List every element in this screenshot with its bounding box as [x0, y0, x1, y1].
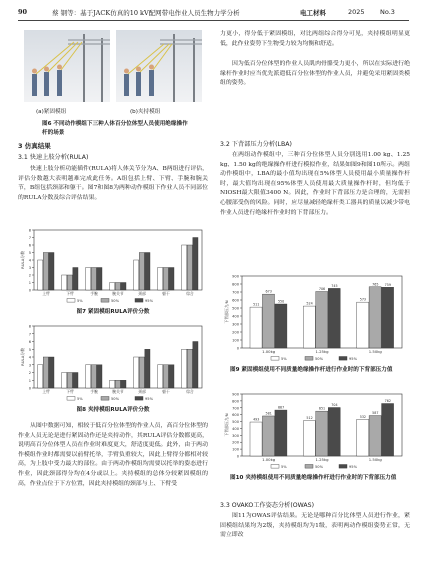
x-tick-label: 躯干: [162, 291, 170, 296]
legend-swatch: [305, 465, 313, 469]
bar: [316, 292, 328, 348]
x-tick-label: 上臂: [42, 291, 50, 296]
y-tick-label: 6: [28, 243, 31, 248]
x-tick-label: 1.25kg: [315, 349, 329, 354]
bar-value-label: 704: [331, 403, 338, 408]
y-tick-label: 800: [232, 282, 239, 287]
bar: [73, 268, 78, 291]
x-tick-label: 躯干: [162, 389, 170, 394]
rula-intro-paragraph: 快速上肢分析功能插件(RULA)将人体关节分为A、B两组进行评估，评估分数越大表明越难完成此任务。A组包括上臂、下臂、手腕和腕关节，B组包括颈部和躯干。图7和图8为两种动作模组下作业人员不同部位的RULA分数及综合评估结果。: [18, 166, 209, 201]
y-axis-label: 下背部压力/N: [224, 413, 229, 437]
bar-value-label: 745: [331, 283, 338, 288]
bar: [182, 349, 187, 388]
bar: [86, 268, 91, 291]
x-tick-label: 颈部: [138, 389, 146, 394]
legend-swatch: [135, 397, 143, 401]
bar: [369, 287, 381, 348]
x-tick-label: 下臂: [66, 291, 74, 296]
running-title: 蔡 钢等：基于JACK仿真的10 kV配网带电作业人员生物力学分析: [52, 9, 240, 17]
rula-conclusion-paragraph: 力更小，得分低于紧固模组，对比两组综合得分可见，夹持模组明显更低，此作业姿势下生物受力较为均衡和舒适。: [220, 31, 410, 47]
fig10-lba-chart: [222, 386, 408, 472]
y-tick-label: 300: [232, 322, 239, 327]
bar: [169, 365, 174, 388]
x-tick-label: 1.00kg: [262, 457, 276, 462]
bar-value-label: 493: [253, 417, 260, 422]
legend-label: 5%: [77, 397, 83, 401]
legend-swatch: [101, 299, 109, 303]
legend-label: 50%: [315, 465, 323, 469]
y-tick-label: 300: [232, 433, 239, 438]
bar-value-label: 532: [359, 414, 367, 419]
y-tick-label: 800: [232, 399, 239, 404]
bar: [328, 408, 340, 456]
bar-value-label: 550: [277, 299, 285, 304]
y-tick-label: 3: [28, 363, 31, 368]
y-tick-label: 700: [232, 406, 239, 411]
legend-label: 50%: [315, 357, 323, 361]
bar: [158, 268, 163, 291]
legend-label: 5%: [281, 465, 287, 469]
bar-value-label: 581: [265, 411, 272, 416]
bar: [163, 365, 168, 388]
y-tick-label: 100: [232, 447, 239, 452]
owas-paragraph: 图11为OWAS评估结果。无论是哪种百分比体型人员进行作业，紧固模组结果均为2级，夹持模组均为1级，表明两动作模组姿势正常，无需立即改: [220, 513, 410, 539]
y-tick-label: 500: [232, 420, 239, 425]
bar: [316, 411, 328, 456]
y-tick-label: 3: [28, 266, 31, 270]
bar: [121, 380, 126, 388]
legend-label: 95%: [145, 397, 153, 401]
bar-value-label: 511: [253, 302, 260, 307]
bar: [187, 245, 192, 290]
bar: [250, 307, 262, 348]
legend-label: 95%: [145, 299, 153, 303]
recommendation-paragraph: 因为低百分位体型的作业人员肌肉骨骼受力更小，所以在实际进行绝缘杆作业时应当优先派遣低百分位体型的作业人员，并避免采用紧固类模组的姿势。: [220, 61, 410, 87]
y-axis-label: RULA分数: [20, 348, 25, 366]
bar: [97, 268, 102, 291]
x-tick-label: 上臂: [42, 389, 50, 394]
bar: [275, 304, 287, 348]
y-tick-label: 900: [232, 392, 239, 397]
y-tick-label: 8: [28, 228, 31, 233]
bar: [62, 373, 67, 389]
y-tick-label: 8: [28, 324, 31, 329]
legend-swatch: [271, 357, 279, 361]
bar: [62, 275, 67, 290]
y-tick-label: 7: [28, 236, 31, 240]
y-tick-label: 900: [232, 274, 239, 279]
x-tick-label: 1.00kg: [262, 349, 276, 354]
bar: [262, 416, 274, 456]
y-axis-label: 下背部压力/N: [224, 300, 229, 324]
bar: [193, 342, 198, 389]
bar: [163, 268, 168, 291]
bar: [182, 245, 187, 290]
page-number: 90: [18, 8, 28, 16]
legend-swatch: [339, 357, 347, 361]
bar: [250, 422, 262, 456]
y-tick-label: 700: [232, 290, 239, 295]
fig8-rula-chart: [18, 322, 208, 404]
bar: [139, 357, 144, 388]
journal-year: 2025: [348, 8, 365, 16]
plot-frame: [34, 326, 202, 388]
bar: [43, 357, 48, 388]
bar: [121, 283, 126, 291]
y-tick-label: 600: [232, 413, 239, 418]
bar: [97, 365, 102, 388]
bar: [49, 357, 54, 388]
x-tick-label: 1.50kg: [368, 349, 382, 354]
legend-swatch: [305, 357, 313, 361]
legend-swatch: [101, 397, 109, 401]
x-tick-label: 综合: [186, 389, 194, 394]
y-tick-label: 0: [236, 346, 239, 351]
y-tick-label: 200: [232, 330, 239, 335]
fig6-illustrations: [24, 30, 204, 110]
bar: [145, 253, 150, 291]
bar: [134, 357, 139, 388]
legend-label: 5%: [77, 299, 83, 303]
legend-swatch: [339, 465, 347, 469]
y-tick-label: 500: [232, 306, 239, 311]
bar: [67, 373, 72, 389]
bar-value-label: 759: [384, 282, 391, 287]
x-tick-label: 腕关节: [112, 389, 124, 394]
bar: [357, 419, 369, 456]
bar-value-label: 762: [384, 399, 391, 404]
legend-label: 5%: [281, 357, 287, 361]
y-axis-label: RULA分数: [20, 251, 25, 269]
bar: [91, 365, 96, 388]
bar: [139, 253, 144, 291]
bar: [158, 365, 163, 388]
bar: [43, 253, 48, 291]
lba-paragraph: 在两组动作模组中，三种百分位体型人员分别选用1.00 kg、1.25 kg、1.50 kg的绝缘操作杆进行模拟作业，结果如图9和图10所示。两组动作模组中，LBA的最小值均出现在5%体型人员使用最小质量操作杆时，最大值均出现在95%体型人员使用最大质量操作杆时，但均低于NIOSH最大限值3400 N。因此，作业时下背部压力是合理的，无需担心腰部受伤的风险。同时，应尽量减轻绝缘杆类工器具的质量以减少带电作业人员进行绝缘杆作业时的下背部压力。: [220, 152, 410, 216]
y-tick-label: 2: [28, 371, 31, 375]
bar: [115, 283, 120, 291]
fig6-caption: 图6 不同动作模组下三种人体百分位体型人员使用绝缘操作杆的场景: [42, 121, 188, 136]
fig7-caption: 图7 紧固模组RULA评价分数: [76, 309, 150, 315]
bar: [134, 260, 139, 290]
legend-swatch: [67, 299, 75, 303]
bar: [145, 349, 150, 388]
x-tick-label: 手腕: [90, 389, 98, 394]
y-tick-label: 4: [28, 355, 31, 360]
bar-value-label: 587: [372, 411, 379, 416]
bar: [262, 294, 274, 348]
bar: [110, 380, 115, 388]
bar: [303, 421, 315, 456]
y-tick-label: 6: [28, 340, 31, 344]
bar-value-label: 765: [372, 282, 379, 287]
bar-value-label: 573: [359, 297, 367, 302]
bar: [38, 260, 43, 290]
bar: [328, 288, 340, 348]
fig6-subcaption-a: (a)紧固模组: [36, 109, 67, 115]
legend-label: 50%: [111, 299, 119, 303]
fig9-lba-chart: [222, 268, 408, 364]
x-tick-label: 综合: [186, 291, 194, 296]
y-tick-label: 100: [232, 338, 239, 343]
bar-value-label: 524: [306, 301, 313, 306]
x-tick-label: 下臂: [66, 389, 74, 394]
bar: [86, 365, 91, 388]
fig6-scene-image: [24, 30, 204, 110]
bar: [169, 268, 174, 291]
bar-value-label: 651: [318, 406, 326, 411]
y-tick-label: 5: [28, 251, 31, 255]
y-tick-label: 0: [28, 288, 31, 293]
bar: [275, 410, 287, 456]
legend-label: 50%: [111, 397, 119, 401]
bar: [49, 253, 54, 291]
y-tick-label: 4: [28, 258, 31, 263]
legend-swatch: [67, 397, 75, 401]
bar: [38, 365, 43, 388]
bar: [115, 380, 120, 388]
y-tick-label: 400: [232, 314, 239, 319]
y-tick-label: 5: [28, 347, 31, 352]
bar: [110, 283, 115, 291]
legend-label: 95%: [349, 465, 357, 469]
section-3-3-heading: 3.3 OVAKO工作姿态分析(OWAS): [220, 502, 314, 509]
x-tick-label: 腕关节: [112, 291, 124, 296]
bar: [382, 287, 394, 348]
header-rule: [18, 20, 409, 21]
x-tick-label: 1.50kg: [368, 457, 382, 462]
bar: [382, 404, 394, 456]
bar: [303, 306, 315, 348]
y-tick-label: 2: [28, 273, 31, 278]
bar: [73, 373, 78, 389]
bar-value-label: 706: [318, 287, 326, 292]
section-3-heading: 3 仿真结果: [18, 142, 51, 150]
y-tick-label: 0: [28, 386, 31, 391]
legend-swatch: [135, 299, 143, 303]
fig8-caption: 图8 夹持模组RULA评价分数: [76, 407, 150, 413]
y-tick-label: 200: [232, 440, 239, 445]
bar-value-label: 512: [306, 416, 313, 421]
section-3-2-heading: 3.2 下背部压力分析(LBA): [220, 141, 292, 148]
bar: [187, 349, 192, 388]
bar: [67, 275, 72, 290]
bar-value-label: 673: [265, 289, 272, 294]
fig6-subcaption-b: (b)夹持模组: [130, 109, 161, 115]
fig10-caption: 图10 夹持模组使用不同质量绝缘操作杆进行作业时的下背部压力值: [230, 475, 397, 481]
legend-swatch: [271, 465, 279, 469]
rula-discussion-paragraph: 从图中数据可知，相较于低百分位体型的作业人员，高百分位体型的作业人员无论是进行紧固动作还是夹持动作，其RULA评估分数都更高，说明高百分位体型人员在作业时难度更大，舒适度更低。此外，由于两动作模组作业时都需要以前臂托举，手臂负重较大，因此上臂得分都相对较高，为上肢中受力最大的部位。由于两动作模组均需要以托举的姿态进行作业，因此颈部得分均在4分或以上。夹持模组的总体分较紧固模组的高，作业点位于下方位置，因此夹持模组的颈部与上、下臂受: [18, 423, 208, 487]
fig7-rula-chart: [18, 226, 208, 306]
journal-issue: No.3: [380, 8, 395, 16]
bar: [357, 302, 369, 348]
plot-frame: [34, 230, 202, 290]
y-tick-label: 400: [232, 426, 239, 431]
bar: [91, 268, 96, 291]
x-tick-label: 颈部: [138, 291, 146, 296]
section-3-1-heading: 3.1 快速上肢分析(RULA): [18, 154, 89, 161]
y-tick-label: 600: [232, 298, 239, 303]
x-tick-label: 1.25kg: [315, 457, 329, 462]
legend-label: 95%: [349, 357, 357, 361]
journal-name: 电工材料: [300, 9, 326, 17]
y-tick-label: 7: [28, 332, 31, 337]
fig9-caption: 图9 紧固模组使用不同质量绝缘操作杆进行作业时的下背部压力值: [230, 367, 393, 373]
y-tick-label: 0: [236, 454, 239, 459]
bar-value-label: 667: [277, 405, 285, 410]
bar: [369, 416, 381, 456]
y-tick-label: 1: [28, 378, 31, 383]
x-tick-label: 手腕: [90, 291, 98, 296]
y-tick-label: 1: [28, 281, 31, 285]
bar: [193, 238, 198, 291]
